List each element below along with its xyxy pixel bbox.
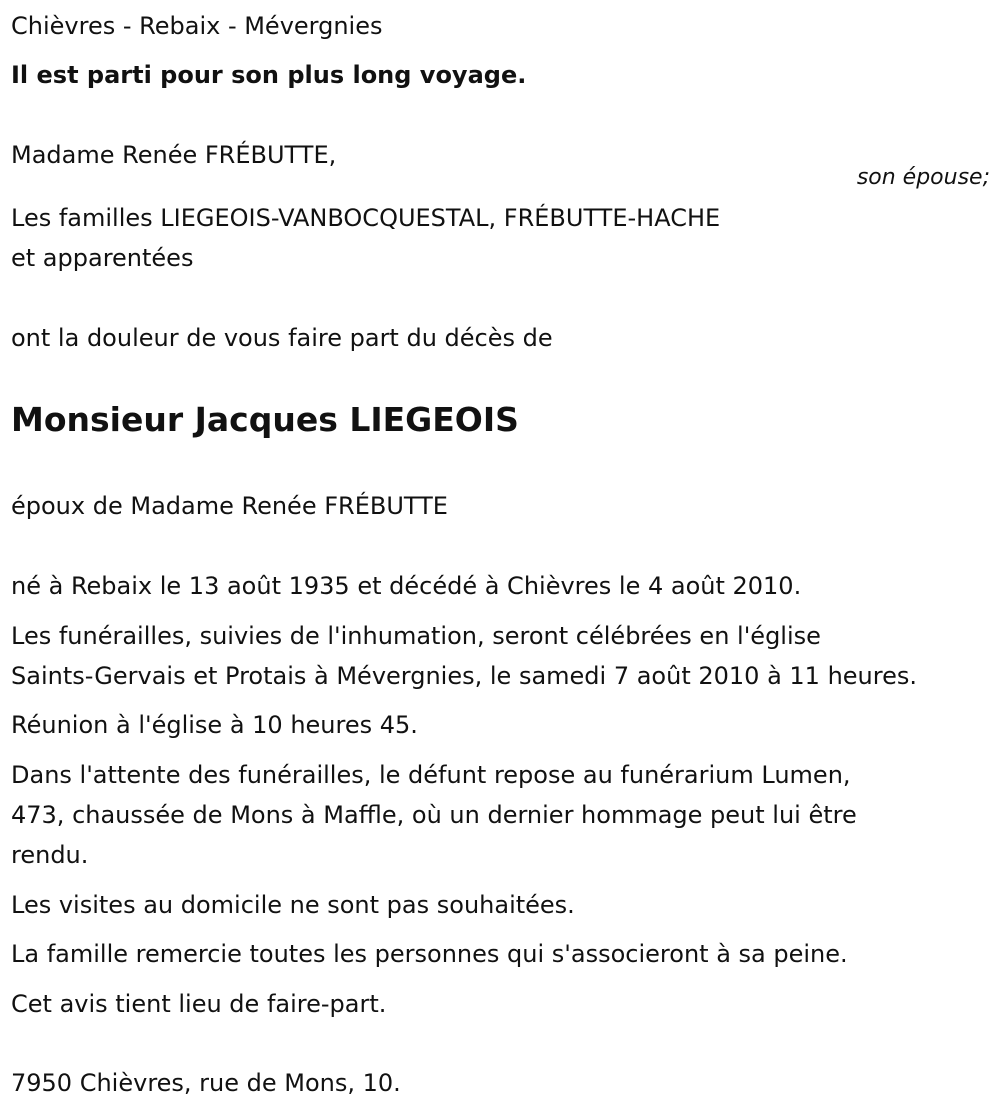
families-line-1: Les familles LIEGEOIS-VANBOCQUESTAL, FRÉBUTTE-HACHE — [11, 204, 721, 232]
thanks-note: La famille remercie toutes les personnes qui s'associeront à sa peine. — [11, 940, 848, 968]
deceased-name: Monsieur Jacques LIEGEOIS — [11, 400, 519, 439]
spouse-role: son épouse; — [856, 165, 990, 190]
deceased-relation: époux de Madame Renée FRÉBUTTE — [11, 492, 448, 520]
life-dates: né à Rebaix le 13 août 1935 et décédé à Chièvres le 4 août 2010. — [11, 572, 802, 600]
spouse-name: Madame Renée FRÉBUTTE, — [11, 141, 337, 169]
families-line-2: et apparentées — [11, 244, 194, 272]
funeral-line-2: Saints-Gervais et Protais à Mévergnies, le samedi 7 août 2010 à 11 heures. — [11, 662, 917, 690]
funeral-line-1: Les funérailles, suivies de l'inhumation, seront célébrées en l'église — [11, 622, 821, 650]
notice-note: Cet avis tient lieu de faire-part. — [11, 990, 387, 1018]
meeting-time: Réunion à l'église à 10 heures 45. — [11, 711, 418, 739]
locations-header: Chièvres - Rebaix - Mévergnies — [11, 12, 383, 40]
address: 7950 Chièvres, rue de Mons, 10. — [11, 1069, 401, 1097]
announcement: ont la douleur de vous faire part du décès de — [11, 324, 553, 352]
resting-place-line-2: 473, chaussée de Mons à Maffle, où un dernier hommage peut lui être — [11, 801, 857, 829]
resting-place-line-1: Dans l'attente des funérailles, le défunt repose au funérarium Lumen, — [11, 761, 851, 789]
resting-place-line-3: rendu. — [11, 841, 89, 869]
tagline: Il est parti pour son plus long voyage. — [11, 61, 527, 89]
visits-note: Les visites au domicile ne sont pas souhaitées. — [11, 891, 575, 919]
